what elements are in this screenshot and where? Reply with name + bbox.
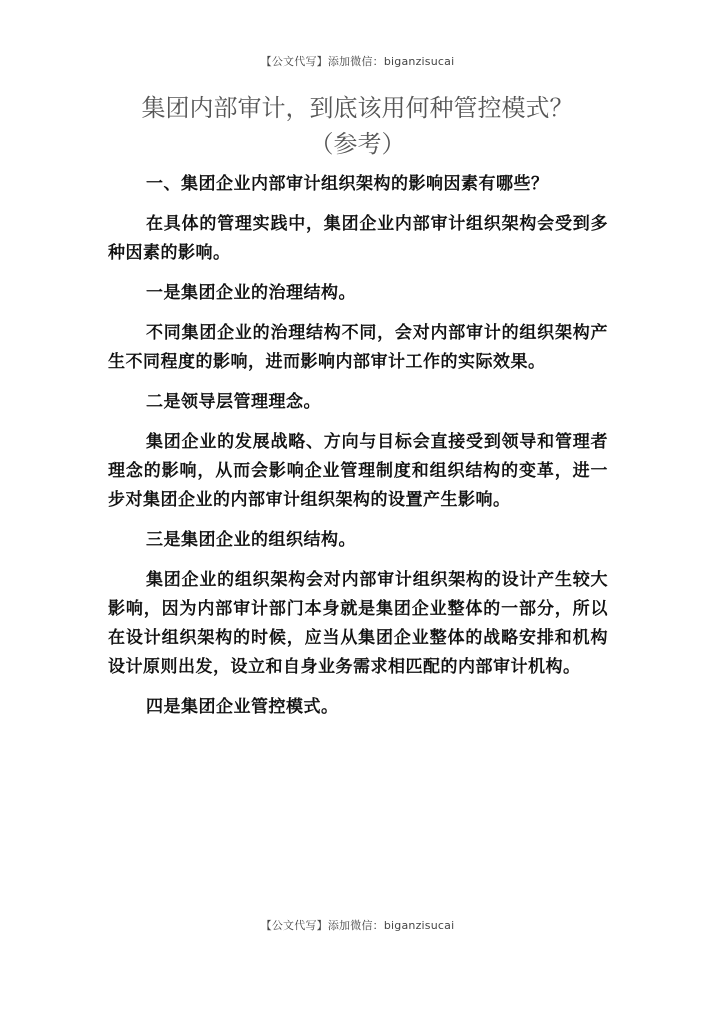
paragraph-point-1: 不同集团企业的治理结构不同，会对内部审计的组织架构产生不同程度的影响，进而影响内部审计工作的实际效果。 [108, 323, 608, 372]
header-watermark-note: 【公文代写】添加微信：biganzisucai [260, 55, 455, 68]
paragraph-point-3: 集团企业的组织架构会对内部审计组织架构的设计产生较大影响，因为内部审计部门本身就是集团企业整体的一部分，所以在设计组织架构的时候，应当从集团企业整体的战略安排和机构设计原则出发，设立和自身业务需求相匹配的内部审计机构。 [108, 570, 608, 677]
section-heading-1: 一、集团企业内部审计组织架构的影响因素有哪些？ [146, 174, 549, 194]
paragraph-intro: 在具体的管理实践中，集团企业内部审计组织架构会受到多种因素的影响。 [108, 214, 608, 263]
footer-watermark-note: 【公文代写】添加微信：biganzisucai [260, 919, 455, 932]
point-heading-4: 四是集团企业管控模式。 [146, 697, 339, 717]
title-line-1: 集团内部审计，到底该用何种管控模式？ [141, 94, 574, 122]
document-body [108, 170, 608, 733]
document-title [0, 90, 715, 162]
point-heading-1: 一是集团企业的治理结构。 [146, 283, 356, 303]
point-heading-3: 三是集团企业的组织结构。 [146, 530, 356, 550]
point-heading-2: 二是领导层管理理念。 [146, 392, 321, 412]
title-line-2: （参考） [309, 130, 406, 158]
paragraph-point-2: 集团企业的发展战略、方向与目标会直接受到领导和管理者理念的影响，从而会影响企业管理制度和组织结构的变革，进一步对集团企业的内部审计组织架构的设置产生影响。 [108, 432, 608, 510]
